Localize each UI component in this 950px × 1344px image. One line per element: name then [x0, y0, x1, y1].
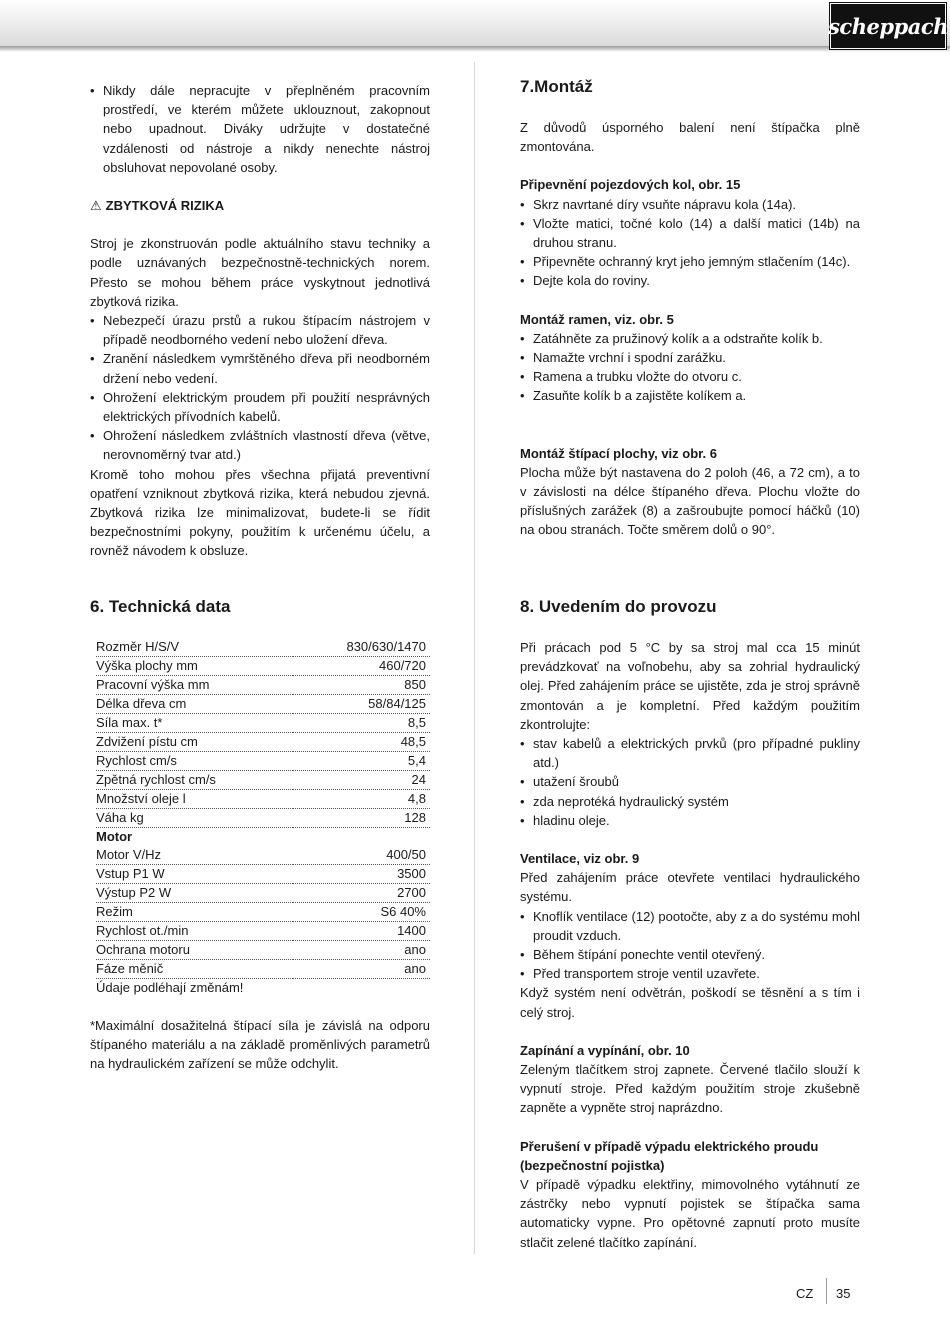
vent-outro: Když systém není odvětrán, poškodí se těsnění a s tím i celý stroj.: [520, 985, 860, 1020]
table-row: [96, 846, 430, 865]
motor-heading: Motor: [96, 829, 133, 844]
list-item: • Vložte matici, točné kolo (14) a další matici (14b) na druhou stranu.: [520, 214, 860, 252]
startup-title: 8. Uvedením do provozu: [520, 597, 717, 616]
check-bullets: [520, 734, 860, 830]
list-item: • Během štípání ponechte ventil otevřený.: [520, 945, 860, 964]
spec-label: Motor V/Hz: [96, 846, 293, 865]
arms-bullets: [520, 329, 860, 406]
startup-intro: Při prácach pod 5 °C by sa stroj mal cca 15 minút prevádzkovať na voľnobehu, aby sa zohrial hydraulický olej. Před zahájením práce se ujistěte, zda je stroj správně zmontován a je kompletní. Před každým použitím zkontrolujte:: [520, 640, 860, 732]
spec-value: 48,5: [293, 733, 430, 752]
table-row: [96, 960, 430, 979]
list-item: • Ramena a trubku vložte do otvoru c.: [520, 367, 860, 386]
spec-value: 400/50: [293, 846, 430, 865]
switch-text: Zeleným tlačítkem stroj zapnete. Červené tlačilo slouží k vypnutí stroje. Před každým použitím stroje zkušebně zapněte a vypněte stroj naprázdno.: [520, 1062, 860, 1116]
list-item: • Dejte kola do roviny.: [520, 271, 860, 290]
residual-bullets: [90, 311, 430, 465]
residual-outro: Kromě toho mohou přes všechna přijatá preventivní opatření vzniknout zbytková rizika, která nebudou zjevná. Zbytková rizika lze minimalizovat, budete-li se řídit bezpečnostními pokyny, použitím k určenému účelu, a rovněž návodem k obsluze.: [90, 466, 430, 559]
footer-language: CZ: [796, 1286, 814, 1301]
table-row: [96, 922, 430, 941]
list-item: • Skrz navrtané díry vsuňte nápravu kola (14a).: [520, 195, 860, 214]
spec-value: 830/630/1470: [293, 638, 430, 657]
spec-value: 5,4: [293, 752, 430, 771]
list-item: • Knoflík ventilace (12) pootočte, aby z a do systému mohl proudit vzduch.: [520, 907, 860, 945]
list-item: • stav kabelů a elektrických prvků (pro případné pukliny atd.): [520, 734, 860, 772]
list-item: • Zranění následkem vymrštěného dřeva při neodborném držení nebo vedení.: [90, 349, 430, 387]
spec-value: 1400: [293, 922, 430, 941]
spec-value: 3500: [293, 865, 430, 884]
list-item: • Nikdy dále nepracujte v přeplněném pracovním prostředí, ve kterém můžete uklouznout, zakopnout nebo upadnout. Diváky udržujte v dostatečné vzdálenosti od nástroje a nikdy nenechte nástroj obsluhovat nepovolané osoby.: [90, 81, 430, 177]
spec-label: Výstup P2 W: [96, 884, 293, 903]
list-item: • Připevněte ochranný kryt jeho jemným stlačením (14c).: [520, 252, 860, 271]
wheels-bullets: [520, 195, 860, 291]
spec-value: 4,8: [293, 790, 430, 809]
spec-value: 2700: [293, 884, 430, 903]
outage-heading: Přerušení v případě výpadu elektrického proudu (bezpečnostní pojistka): [520, 1138, 819, 1173]
table-row: [96, 714, 430, 733]
spec-label: Vstup P1 W: [96, 865, 293, 884]
spec-label: Režim: [96, 903, 293, 922]
list-item: • Namažte vrchní i spodní zarážku.: [520, 348, 860, 367]
motor-heading-row: [96, 828, 430, 847]
table-row: [96, 733, 430, 752]
spec-label: Ochrana motoru: [96, 941, 293, 960]
arms-heading: Montáž ramen, viz. obr. 5: [520, 311, 674, 327]
left-column: [90, 81, 430, 561]
spec-label: Množství oleje l: [96, 790, 293, 809]
spec-label: Rychlost ot./min: [96, 922, 293, 941]
assembly-intro: Z důvodů úsporného balení není štípačka plně zmontována.: [520, 120, 860, 155]
table-row: [96, 941, 430, 960]
intro-bullets: [90, 81, 430, 177]
list-item: • Zatáhněte za pružinový kolík a a odstraňte kolík b.: [520, 329, 860, 348]
table-row: [96, 657, 430, 676]
page-number: 35: [836, 1286, 851, 1301]
tech-data-title: 6. Technická data: [90, 597, 231, 616]
column-divider: [474, 62, 475, 1254]
spec-label: Zdvižení pístu cm: [96, 733, 293, 752]
spec-value: 850: [293, 676, 430, 695]
table-row: [96, 752, 430, 771]
table-row: [96, 865, 430, 884]
tech-data-section: [90, 595, 430, 1074]
vent-bullets: [520, 907, 860, 984]
table-row: [96, 771, 430, 790]
spec-value: 58/84/125: [293, 695, 430, 714]
spec-value: 460/720: [293, 657, 430, 676]
table-row: [96, 790, 430, 809]
change-note: Údaje podléhají změnám!: [96, 980, 244, 995]
spec-value: 24: [293, 771, 430, 790]
list-item: • zda neprotéká hydraulický systém: [520, 792, 860, 811]
tech-footnote: *Maximální dosažitelná štípací síla je závislá na odporu štípaného materiálu a na základě proměnlivých parametrů na hydraulickém zařízení se může odchylit.: [90, 1018, 430, 1072]
list-item: • Ohrožení elektrickým proudem při použití nesprávných elektrických přívodních kabelů.: [90, 388, 430, 426]
spec-value: ano: [293, 960, 430, 979]
table-mount-heading: Montáž štípací plochy, viz obr. 6: [520, 445, 717, 461]
switch-heading: Zapínání a vypínání, obr. 10: [520, 1042, 690, 1058]
spec-value: S6 40%: [293, 903, 430, 922]
spec-label: Zpětná rychlost cm/s: [96, 771, 293, 790]
spec-value: 128: [293, 809, 430, 828]
spec-label: Výška plochy mm: [96, 657, 293, 676]
spec-label: Pracovní výška mm: [96, 676, 293, 695]
spec-label: Rychlost cm/s: [96, 752, 293, 771]
spec-label: Fáze měnič: [96, 960, 293, 979]
wheels-heading: Připevnění pojezdových kol, obr. 15: [520, 177, 741, 193]
table-row: [96, 695, 430, 714]
vent-intro: Před zahájením práce otevřete ventilaci hydraulického systému.: [520, 870, 860, 905]
header-shadow: [0, 46, 950, 52]
spec-label: Rozměr H/S/V: [96, 638, 293, 657]
change-note-row: [96, 979, 430, 998]
right-column: [520, 75, 860, 540]
footer-separator: [826, 1278, 827, 1304]
assembly-title: 7.Montáž: [520, 77, 593, 96]
spec-value: ano: [293, 941, 430, 960]
list-item: • Zasuňte kolík b a zajistěte kolíkem a.: [520, 386, 860, 405]
brand-logo: scheppach: [830, 3, 946, 49]
list-item: • hladinu oleje.: [520, 811, 860, 830]
list-item: • Nebezpečí úrazu prstů a rukou štípacím nástrojem v případě neodborného vedení nebo uložení dřeva.: [90, 311, 430, 349]
tech-data-table: [96, 638, 430, 997]
table-row: [96, 884, 430, 903]
table-mount-text: Plocha může být nastavena do 2 poloh (46, a 72 cm), a to v závislosti na délce štípaného dřeva. Plochu vložte do příslušných zarážek (8) a zašroubujte pomocí háčků (10) na obou stranách. Točte směrem dolů o 90°.: [520, 464, 860, 538]
vent-heading: Ventilace, viz obr. 9: [520, 851, 640, 867]
warning-triangle-icon: ⚠: [90, 198, 102, 214]
list-item: • Před transportem stroje ventil uzavřete.: [520, 964, 860, 983]
table-row: [96, 638, 430, 657]
residual-intro: Stroj je zkonstruován podle aktuálního stavu techniky a podle uznávaných bezpečnostně-technických norem. Přesto se mohou během práce vyskytnout jednotlivá zbytková rizika.: [90, 236, 430, 309]
table-row: [96, 676, 430, 695]
list-item: • Ohrožení následkem zvláštních vlastností dřeva (větve, nerovnoměrný tvar atd.): [90, 426, 430, 464]
list-item: • utažení šroubů: [520, 772, 860, 791]
startup-section: [520, 595, 860, 1252]
outage-text: V případě výpadku elektřiny, mimovolného vytáhnutí ze zástrčky nebo vypnutí pojistek se štípačka sama automaticky vypne. Pro opětovné zapnutí proto musíte stlačit zelené tlačítko zapínání.: [520, 1177, 860, 1250]
table-row: [96, 903, 430, 922]
spec-label: Váha kg: [96, 809, 293, 828]
table-row: [96, 809, 430, 828]
spec-label: Síla max. t*: [96, 714, 293, 733]
spec-value: 8,5: [293, 714, 430, 733]
spec-label: Délka dřeva cm: [96, 695, 293, 714]
header-bar: [0, 0, 950, 48]
residual-risks-heading: ⚠ ZBYTKOVÁ RIZIKA: [90, 196, 430, 215]
